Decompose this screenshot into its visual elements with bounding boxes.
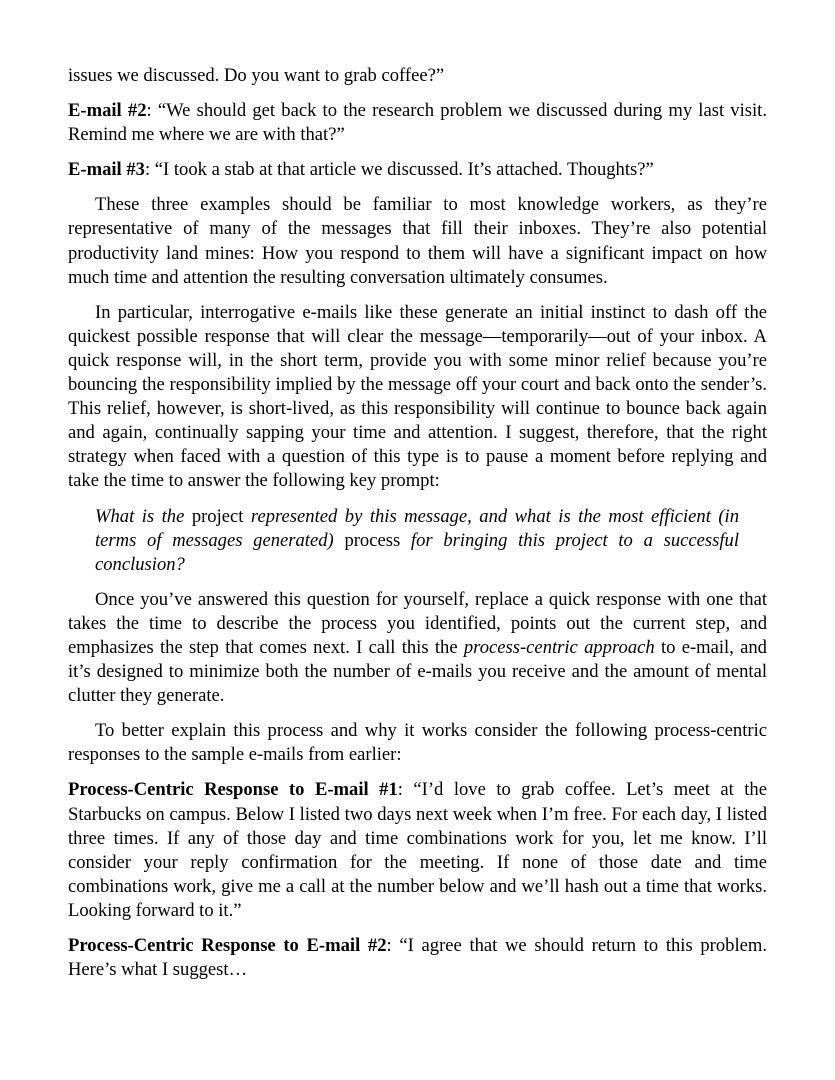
paragraph-process-centric [68, 588, 767, 708]
email-2-label: E-mail #2 [68, 100, 147, 122]
response-1-label: Process-Centric Response to E-mail #1 [68, 779, 398, 801]
email-3-separator: : [144, 159, 155, 181]
paragraph-continuation: issues we discussed. Do you want to grab coffee?” [68, 65, 445, 86]
email-2-example [68, 99, 767, 147]
quote-part-a: What is the [95, 505, 192, 527]
email-3-text: “I took a stab at that article we discussed. It’s attached. Thoughts?” [154, 159, 654, 181]
response-2-separator: : [386, 935, 400, 956]
email-2-text: “We should get back to the research problem we discussed during my last visit. Remind me where we are with that?” [68, 100, 767, 146]
quote-term-process: process [344, 529, 401, 551]
response-1 [68, 778, 767, 923]
p3-part-a: Once you’ve answered this question for yourself, replace a quick response with one that takes the time to describe the process you identified, points out the current step, and emphasizes the step that comes next. I call this the [68, 588, 767, 658]
key-prompt-quote [68, 505, 767, 577]
process-centric-term: process-centric approach [463, 636, 655, 658]
response-2 [68, 934, 767, 982]
quote-part-c: represented by this message, and what is the most efficient (in terms of messages generated) [95, 505, 739, 551]
quote-term-project: project [191, 505, 244, 527]
paragraph-examples: These three examples should be familiar to most knowledge workers, as they’re representative of many of the messages that fill their inboxes. They’re also potential productivity land mines: How you respond to them will have a significant impact on how much time and attention the resulting conversation ultimately consumes. [68, 194, 767, 288]
email-3-label: E-mail #3 [68, 159, 145, 181]
response-2-label: Process-Centric Response to E-mail #2 [68, 935, 387, 956]
email-3-example [68, 158, 767, 182]
response-1-text: “I’d love to grab coffee. Let’s meet at the Starbucks on campus. Below I listed two days next week when I’m free. For each day, I listed three times. If any of those day and time combinations work for you, let me know. I’ll consider your reply confirmation for the meeting. If none of those date and time combinations work, give me a call at the number below and we’ll hash out a time that works. Looking forward to it.” [68, 779, 767, 921]
quote-part-e: for bringing this project to a successful conclusion? [95, 529, 739, 575]
paragraph-explain: To better explain this process and why it works consider the following process-centric responses to the sample e-mails from earlier: [68, 720, 767, 766]
email-2-separator: : [146, 100, 158, 122]
p3-part-c: to e-mail, and it’s designed to minimize both the number of e-mails you receive and the amount of mental clutter they generate. [68, 636, 767, 707]
response-2-text: “I agree that we should return to this problem. Here’s what I suggest… [68, 935, 767, 981]
response-1-separator: : [397, 779, 414, 801]
document-page [68, 64, 767, 993]
paragraph-interrogative: In particular, interrogative e-mails like these generate an initial instinct to dash off the quickest possible response that will clear the message—temporarily—out of your inbox. A quick response will, in the short term, provide you with some minor relief because you’re bouncing the responsibility implied by the message off your court and back onto the sender’s. This relief, however, is short-lived, as this responsibility will continue to bounce back again and again, continually sapping your time and attention. I suggest, therefore, that the right strategy when faced with a question of this type is to pause a moment before replying and take the time to answer the following key prompt: [68, 301, 767, 492]
